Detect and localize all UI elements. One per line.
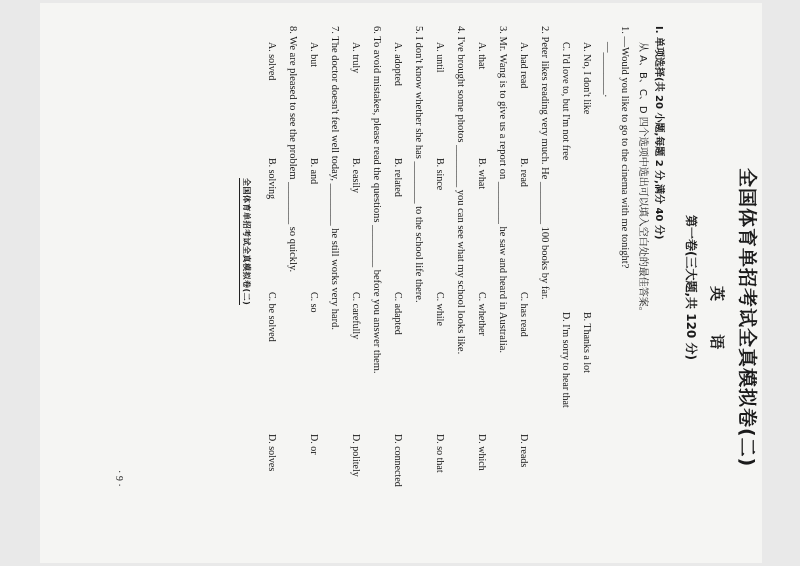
page-number: · 9 · — [113, 470, 124, 487]
option-1c: C. I'd love to, but I'm not free — [560, 42, 571, 161]
option-1b: B. Thanks a lot — [581, 312, 592, 373]
part-heading: 第一卷(三大题,共 120 分) — [684, 215, 698, 360]
option-3a: A. that — [476, 42, 487, 70]
option-7c: C. so — [308, 292, 319, 313]
option-1a: A. No, I don't like — [581, 42, 592, 115]
option-6c: C. carefully — [350, 292, 361, 340]
option-8d: D. solves — [266, 434, 277, 472]
option-8b: B. solving — [266, 158, 277, 200]
section-heading: I. 单项选择(共 20 小题,每题 2 分,满分 40 分) — [653, 26, 664, 240]
option-7d: D. or — [308, 434, 319, 455]
question-2: 2. Peter likes reading very much. He ________ 100 books by far. — [539, 26, 550, 300]
question-1: 1. —Would you like to go to the cinema with me tonight? — [619, 26, 630, 269]
question-4: 4. I've brought some photos ________ you can see what my school looks like. — [455, 26, 466, 355]
question-5: 5. I don't know whether she has ________ to the school life there. — [413, 26, 424, 303]
option-4b: B. since — [434, 158, 445, 191]
option-5d: D. connected — [392, 434, 403, 487]
subject-heading: 英 语 — [708, 286, 726, 364]
option-2c: C. has read — [518, 292, 529, 337]
option-5a: A. adopted — [392, 42, 403, 86]
question-8: 8. We are pleased to see the problem ________ so quickly. — [287, 26, 298, 273]
option-1d: D. I'm sorry to hear that — [560, 312, 571, 408]
exam-page — [31, 18, 766, 543]
option-5c: C. adapted — [392, 292, 403, 335]
option-7b: B. and — [308, 158, 319, 185]
question-3: 3. Mr. Wang is to give us a report on ________ he saw and heard in Australia. — [497, 26, 508, 354]
option-7a: A. but — [308, 42, 319, 67]
option-6a: A. truly — [350, 42, 361, 74]
option-3d: D. which — [476, 434, 487, 471]
option-3c: C. whether — [476, 292, 487, 336]
option-5b: B. related — [392, 158, 403, 197]
option-2d: D. reads — [518, 434, 529, 468]
option-4a: A. until — [434, 42, 445, 73]
section-instruction: 从 A、B、C、D 四个选项中选出可以填入空白处的最佳答案。 — [637, 42, 648, 317]
question-1-reply: —________. — [602, 42, 613, 98]
option-8c: C. be solved — [266, 292, 277, 342]
page-footer: 全国体育单招考试全真模拟卷(二) — [239, 178, 252, 305]
question-6: 6. To avoid mistakes, please read the questions ________ before you answer them. — [371, 26, 382, 374]
option-4c: C. while — [434, 292, 445, 326]
option-8a: A. solved — [266, 42, 277, 81]
option-6d: D. politely — [350, 434, 361, 477]
option-3b: B. what — [476, 158, 487, 190]
option-2a: A. had read — [518, 42, 529, 89]
question-7: 7. The doctor doesn't feel well today, ________ he still works very hard. — [329, 26, 340, 330]
option-6b: B. easily — [350, 158, 361, 193]
option-2b: B. read — [518, 158, 529, 187]
exam-title: 全国体育单招考试全真模拟卷(二) — [736, 168, 758, 468]
option-4d: D. so that — [434, 434, 445, 473]
